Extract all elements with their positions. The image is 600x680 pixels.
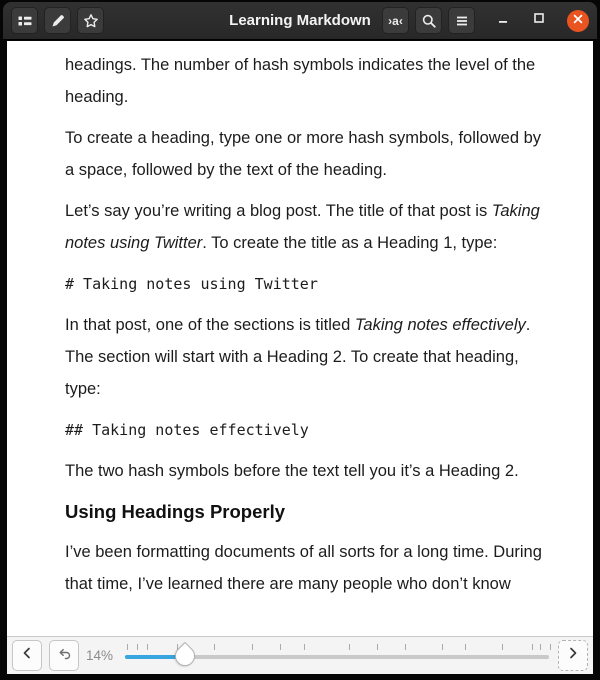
history-back-icon	[57, 646, 72, 665]
close-button[interactable]	[567, 10, 589, 32]
history-back-button[interactable]	[49, 640, 79, 671]
paragraph: To create a heading, type one or more hash symbols, followed by a space, followed by the text of the heading.	[65, 129, 542, 179]
headerbar	[3, 2, 597, 40]
previous-page-button[interactable]	[12, 640, 42, 671]
paragraph: headings. The number of hash symbols indicates the level of the heading.	[65, 56, 536, 106]
progress-percentage: 14%	[86, 648, 114, 663]
slider-thumb[interactable]	[170, 642, 198, 670]
paragraph: Let’s say you’re writing a blog post. The title of that post is Taking notes using Twitter. To create the title as a Heading 1, type:	[65, 202, 540, 252]
next-page-icon	[566, 646, 580, 665]
annotate-pencil-icon	[50, 13, 66, 29]
window-controls	[495, 10, 589, 32]
italic-text: Taking notes effectively	[354, 316, 526, 334]
paragraph: I’ve been formatting documents of all sorts for a long time. During that time, I’ve learned there are many people who don’t know	[65, 543, 542, 593]
header-right-buttons	[382, 7, 589, 34]
paragraph: The two hash symbols before the text tell you it’s a Heading 2.	[65, 462, 519, 480]
table-of-contents-icon	[17, 13, 33, 29]
navigation-bar	[7, 636, 593, 674]
bookmark-button[interactable]	[77, 7, 104, 34]
maximize-icon	[532, 11, 546, 30]
table-of-contents-button[interactable]	[11, 7, 38, 34]
book-page	[7, 41, 593, 636]
close-icon	[572, 12, 584, 30]
bookmark-star-icon	[83, 13, 99, 29]
italic-text: Taking notes using Twitter	[65, 202, 540, 252]
minimize-icon	[496, 11, 510, 30]
menu-icon	[454, 13, 470, 29]
annotate-button[interactable]	[44, 7, 71, 34]
search-icon	[421, 13, 437, 29]
header-left-buttons	[11, 7, 104, 34]
code-line: ## Taking notes effectively	[65, 421, 309, 439]
section-heading: Using Headings Properly	[65, 501, 285, 522]
code-line: # Taking notes using Twitter	[65, 275, 318, 293]
font-size-icon: ›a‹	[388, 13, 403, 28]
window-title: Learning Markdown	[229, 12, 371, 29]
menu-button[interactable]	[448, 7, 475, 34]
font-size-button[interactable]	[382, 7, 409, 34]
maximize-button[interactable]	[531, 13, 547, 29]
next-page-button[interactable]	[558, 640, 588, 671]
search-button[interactable]	[415, 7, 442, 34]
paragraph: In that post, one of the sections is titled Taking notes effectively. The section will start with a Heading 2. To create that heading, type:	[65, 316, 531, 398]
previous-page-icon	[20, 646, 34, 665]
minimize-button[interactable]	[495, 13, 511, 29]
progress-slider[interactable]	[125, 637, 551, 675]
